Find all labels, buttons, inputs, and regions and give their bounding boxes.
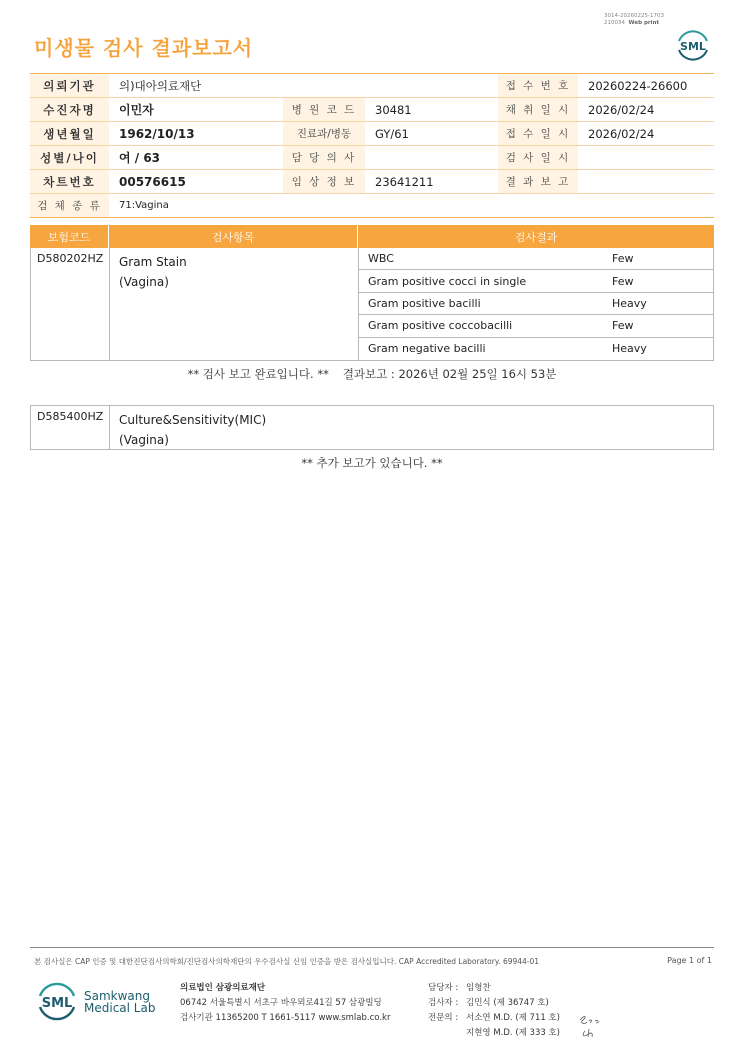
test-specimen: (Vagina) (119, 275, 169, 289)
label-hospital-code: 병 원 코 드 (283, 98, 365, 121)
result-list (359, 248, 713, 360)
result-row (359, 293, 713, 315)
report-title: 미생물 검사 결과보고서 (34, 36, 254, 60)
label-collection-date: 채 취 일 시 (498, 98, 578, 121)
label-chart-number: 차트번호 (30, 170, 109, 193)
brand-name (84, 990, 155, 1014)
additional-report-note: ** 추가 보고가 있습니다. ** (301, 456, 443, 470)
insurance-code: D585400HZ (31, 406, 110, 449)
label-specimen-type: 검 체 종 류 (30, 194, 109, 217)
staff-name: 서소연 M.D. (제 711 호) (466, 1013, 561, 1023)
result-name: Gram positive bacilli (368, 296, 481, 310)
staff-role: 검사자 : (428, 998, 459, 1008)
result-name: Gram positive cocci in single (368, 274, 527, 288)
label-requesting-institution: 의뢰기관 (30, 74, 109, 97)
birth-date-value: 1962/10/13 (119, 126, 195, 141)
hospital-code-value: 30481 (375, 102, 412, 117)
culture-block (30, 405, 714, 450)
insurance-code: D580202HZ (31, 248, 110, 360)
doctor-value (365, 146, 498, 169)
result-value: Few (612, 252, 634, 266)
header-test-item: 검사항목 (109, 225, 358, 248)
sml-logo-icon (675, 27, 711, 63)
label-clinical-info: 임 상 정 보 (283, 170, 365, 193)
result-row (359, 248, 713, 270)
label-receipt-date: 접 수 일 시 (498, 122, 578, 145)
result-value: Few (612, 274, 634, 288)
page-number: Page 1 of 1 (667, 956, 712, 965)
result-row (359, 315, 713, 337)
receipt-number-value: 20260224-26600 (588, 78, 688, 93)
web-print-label: Web print (628, 20, 660, 26)
label-receipt-number: 접 수 번 호 (498, 74, 578, 97)
test-name: Culture&Sensitivity(MIC) (119, 413, 267, 427)
foundation-name: 의료법인 삼광의료재단 (180, 983, 266, 993)
clinical-info-value: 23641211 (375, 174, 434, 189)
info-row (30, 170, 714, 194)
label-sex-age: 성별/나이 (30, 146, 109, 169)
result-value: Few (612, 319, 634, 333)
footer-divider (30, 947, 714, 948)
cap-accreditation: 본 검사실은 CAP 인증 및 대한진단검사의학회/진단검사의학재단의 우수검사실 신임 인증을 받은 검사실입니다. CAP Accredited Laboratory. 69944-01 (34, 957, 540, 966)
info-row (30, 122, 714, 146)
result-row (359, 270, 713, 292)
requesting-institution-value: 의)대아의료재단 (119, 78, 202, 93)
receipt-date-value: 2026/02/24 (588, 126, 655, 141)
label-doctor: 담 당 의 사 (283, 146, 365, 169)
label-birth-date: 생년월일 (30, 122, 109, 145)
result-name: Gram positive coccobacilli (368, 319, 513, 333)
test-date-value (578, 146, 714, 169)
test-specimen: (Vagina) (119, 433, 169, 447)
brand-line1: Samkwang (84, 989, 150, 1003)
result-report-value (578, 170, 714, 193)
header-insurance-code: 보험코드 (30, 225, 109, 248)
report-datetime: 결과보고 : 2026년 02월 25일 16시 53분 (342, 367, 557, 381)
foundation-info (180, 981, 390, 1026)
result-name: WBC (368, 252, 394, 266)
handwritten-signature (577, 1011, 607, 1041)
report-complete-note (0, 366, 744, 382)
info-row (30, 74, 714, 98)
chart-number-value: 00576615 (119, 174, 186, 189)
staff-name: 김민식 (제 36747 호) (466, 998, 549, 1008)
test-name: Gram Stain (119, 255, 187, 269)
info-row (30, 98, 714, 122)
specimen-type-value: 71:Vagina (119, 200, 169, 211)
web-print-stamp (604, 13, 664, 27)
gram-stain-block (30, 248, 714, 361)
result-value: Heavy (612, 342, 647, 356)
result-value: Heavy (612, 296, 647, 310)
label-result-report: 결 과 보 고 (498, 170, 578, 193)
sex-age-value: 여 / 63 (119, 151, 161, 165)
label-patient-name: 수진자명 (30, 98, 109, 121)
staff-role: 담당자 : (428, 983, 459, 993)
patient-info-table (30, 73, 714, 218)
staff-list (428, 981, 560, 1041)
results-table (30, 225, 714, 361)
foundation-contact: 검사기관 11365200 T 1661-5117 www.smlab.co.kr (180, 1013, 391, 1023)
result-row (359, 338, 713, 360)
brand-line2: Medical Lab (84, 1001, 156, 1015)
test-item (110, 406, 359, 449)
test-item (110, 248, 359, 360)
result-name: Gram negative bacilli (368, 342, 486, 356)
collection-date-value: 2026/02/24 (588, 102, 655, 117)
results-header (30, 225, 714, 248)
label-department: 진료과/병동 (283, 122, 365, 145)
header-test-result: 검사결과 (514, 230, 558, 244)
department-value: GY/61 (375, 126, 409, 141)
report-complete-text: ** 검사 보고 완료입니다. ** (187, 367, 329, 381)
foundation-address: 06742 서울특별시 서초구 바우뫼로41길 57 삼광빌딩 (180, 998, 382, 1008)
staff-role: 전문의 : (428, 1013, 459, 1023)
label-test-date: 검 사 일 시 (498, 146, 578, 169)
print-id: 3014-20260225-1703 (604, 13, 664, 19)
patient-name-value: 이민자 (119, 103, 154, 117)
svg-text:SML: SML (680, 40, 706, 53)
info-row (30, 146, 714, 170)
info-row (30, 194, 714, 218)
staff-name: 지현영 M.D. (제 333 호) (466, 1028, 561, 1038)
sml-footer-logo-icon (36, 980, 78, 1022)
staff-name: 임형찬 (466, 983, 491, 993)
print-code: 210034 (604, 20, 625, 26)
svg-text:SML: SML (41, 996, 73, 1011)
